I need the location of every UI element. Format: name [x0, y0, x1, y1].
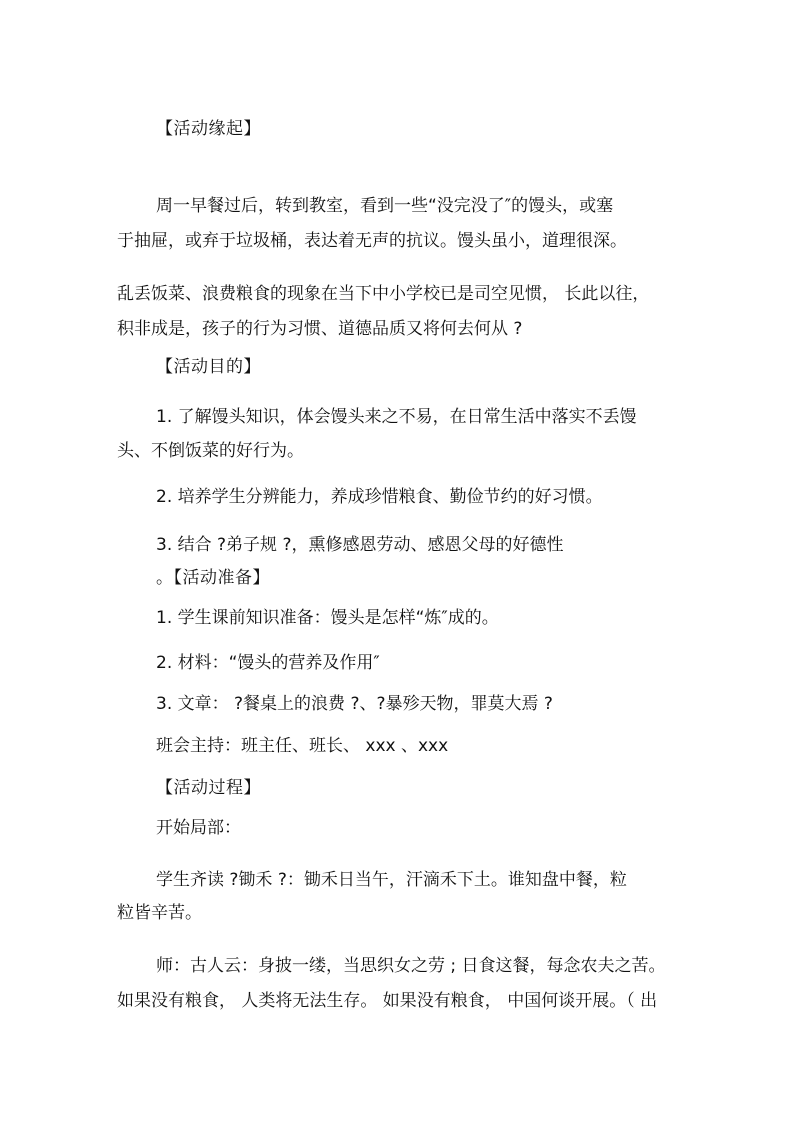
- list-item: 2. 材料：“馒头的营养及作用″: [156, 653, 380, 673]
- list-item: 3. 文章： ?餐桌上的浪费 ?、?暴殄天物，罪莫大焉 ?: [156, 694, 553, 714]
- list-item: 1. 了解馒头知识，体会馒头来之不易，在日常生活中落实不丢馒: [156, 407, 637, 427]
- paragraph-line: 师：古人云：身披一缕，当思织女之劳 ; 日食这餐，每念农夫之苦。: [156, 956, 666, 976]
- list-item: 3. 结合 ?弟子规 ?，熏修感恩劳动、感恩父母的好德性: [156, 535, 564, 555]
- section-heading-purpose: 【活动目的】: [156, 357, 261, 377]
- list-item: 2. 培养学生分辨能力，养成珍惜粮食、勤俭节约的好习惯。: [156, 487, 603, 507]
- section-heading-preparation: 。【活动准备】: [156, 568, 270, 588]
- list-item-continuation: 头、不倒饭菜的好行为。: [117, 441, 304, 461]
- paragraph-line: 积非成是，孩子的行为习惯、道德品质又将何去何从 ?: [117, 319, 523, 339]
- paragraph-line: 于抽屉，或弃于垃圾桶，表达着无声的抗议。馒头虽小，道理很深。: [117, 231, 627, 251]
- host-line: 班会主持：班主任、班长、 xxx 、xxx: [156, 736, 449, 756]
- paragraph-line: 如果没有粮食， 人类将无法生存。 如果没有粮食， 中国何谈开展。（ 出: [117, 991, 658, 1011]
- paragraph-line: 学生齐读 ?锄禾 ?：锄禾日当午，汗滴禾下土。谁知盘中餐，粒: [156, 870, 627, 890]
- list-item: 1. 学生课前知识准备：馒头是怎样“炼″成的。: [156, 608, 499, 628]
- paragraph-line: 粒皆辛苦。: [117, 903, 202, 923]
- section-heading-process: 【活动过程】: [156, 778, 261, 798]
- subsection-label: 开始局部：: [156, 818, 241, 838]
- paragraph-line: 乱丢饭菜、浪费粮食的现象在当下中小学校已是司空见惯， 长此以往，: [117, 284, 650, 304]
- paragraph-line: 周一早餐过后，转到教室，看到一些“没完没了″的馒头，或塞: [156, 196, 614, 216]
- section-heading-origin: 【活动缘起】: [156, 119, 261, 139]
